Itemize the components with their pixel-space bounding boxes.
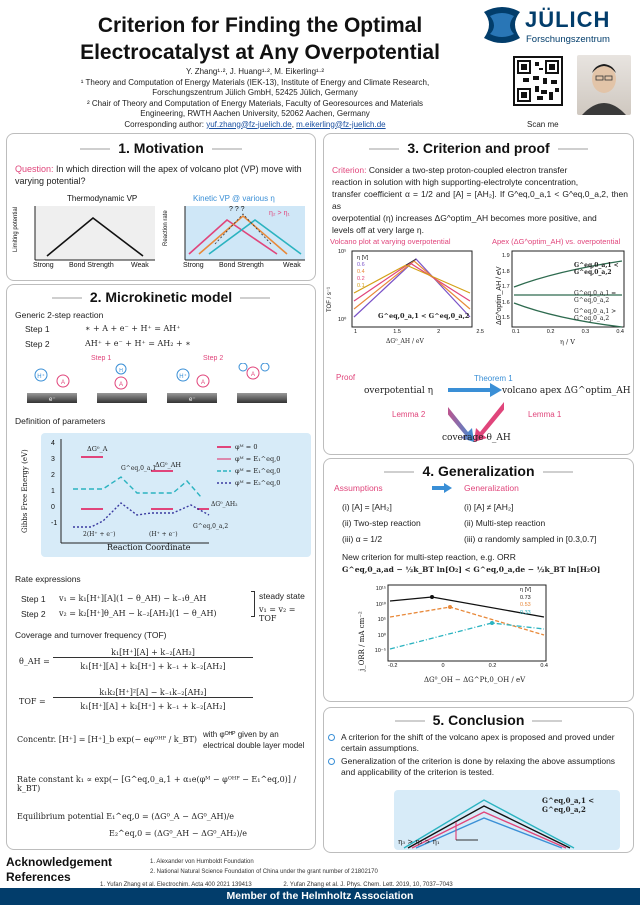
svg-text:A: A xyxy=(118,382,124,388)
email-link-1[interactable]: yuf.zhang@fz-juelich.de xyxy=(206,119,292,129)
step2-equation: AH⁺ + e⁻ + H⁺ = AH₂ + ∗ xyxy=(85,339,191,348)
generalization-label: Generalization xyxy=(464,483,519,493)
author-photo xyxy=(577,55,631,115)
rate2-equation: v₂ = k₂[H⁺]θ_AH − k₋₂[AH₂](1 − θ_AH) xyxy=(59,609,217,618)
microkinetic-title: 2. Microkinetic model xyxy=(7,289,315,305)
diagram-ylabel: Gibbs Free Energy (eV) xyxy=(21,449,29,533)
params-label: Definition of parameters xyxy=(15,416,106,426)
motivation-panel: 1. Motivation Question: In which direction will the apex of volcano plot (VP) move with varying potential? Thermodynamic VP Limiting potential Strong Bond Strength Weak Kinetic VP @ various η ? ? ? η₂ > η₁ Reaction rate Strong Bond Strength Weak xyxy=(6,133,316,281)
brace xyxy=(251,591,255,617)
ack-refs: 1. Alexander von Humboldt Foundation 2. National Natural Science Foundation of China under the grant number of 21802170 1. Yufan Zhang et al. Electrochim. Acta 400 2021 139413 2. Yufan Zhang et al. J. Phys. Chem. Lett. 2019, 10, 7037–7043 xyxy=(100,859,453,888)
orr-legend: η [V] 0.73 0.53 0.33 xyxy=(520,587,532,616)
ack-heading: Acknowledgement References xyxy=(6,855,113,884)
generic-label: Generic 2-step reaction xyxy=(15,310,104,320)
criterion-text: Criterion: Consider a two-step proton-coupled electron transfer reaction in solution with high supporting-electrolyte concentration, transfer coefficient α = 1/2 and [A] = [AH₂]. If G^eq,0_a,1 < G^eq,0_a,2, then as overpotential (η) increases ΔG^optim_AH becomes more positive, and levels off at very large η. xyxy=(332,165,628,235)
generalization-title: 4. Generalization xyxy=(324,463,633,479)
qr-code[interactable] xyxy=(513,56,563,106)
criterion-title: 3. Criterion and proof xyxy=(324,140,633,156)
proof-theorem: Theorem 1 xyxy=(474,374,513,383)
generalization-panel xyxy=(323,458,634,702)
question-marks: ? ? ? xyxy=(229,206,245,213)
generalization-list: (i) [A] ≠ [AH₂] (ii) Multi-step reaction (iii) α randomly sampled in [0.3,0.7] xyxy=(464,502,597,544)
proof-lemma2: Lemma 2 xyxy=(392,410,426,419)
authors: Y. Zhang¹·², J. Huang¹·², M. Eikerling¹·² xyxy=(185,67,325,76)
svg-text:e⁻: e⁻ xyxy=(49,397,56,403)
svg-text:H⁺: H⁺ xyxy=(37,374,45,380)
diagram-legend: φᴹ = 0 φᴹ = E₁^eq,0 φᴹ = E₁^eq,0 φᴹ = E₂^eq,0 xyxy=(235,443,281,487)
vp-ylabel: TOF / s⁻¹ xyxy=(327,286,333,312)
juelich-logo: JÜLICH Forschungszentrum xyxy=(480,4,635,52)
step-illustration xyxy=(17,363,307,405)
vp-xticks: 1 1.5 2 2.5 xyxy=(354,329,484,335)
apex-xticks: 0.1 0.2 0.3 0.4 xyxy=(512,329,624,335)
orr-xlabel: ΔG⁰_OH − ΔG^Pt,0_OH / eV xyxy=(424,676,526,684)
step1-equation: ∗ + A + e⁻ + H⁺ = AH⁺ xyxy=(85,324,181,333)
proof-lemma1: Lemma 1 xyxy=(528,410,562,419)
email-link-2[interactable]: m.eikerling@fz-juelich.de xyxy=(296,119,386,129)
svg-text:A: A xyxy=(250,372,256,378)
helmholtz-footer: Member of the Helmholtz Association xyxy=(0,888,640,905)
conclusion-panel: 5. Conclusion A criterion for the shift of the volcano apex is proposed and proved under certain assumptions. Generalization of the criterion is done by relaxing the above assumptions and applicability of the criterion is tested. G^eq,0_a,1 < G^eq,0_a,2 η₃ > η₂ > η₁ xyxy=(323,707,634,853)
reference-1[interactable]: 1. Yufan Zhang et al. Electrochim. Acta 400 2021 139413 xyxy=(100,882,252,888)
diagram-yticks: 4 3 2 1 0 -1 xyxy=(51,440,58,527)
criterion-panel: 3. Criterion and proof Criterion: Consider a two-step proton-coupled electron transfer reaction in solution with high supporting-electrolyte concentration, transfer coefficient α = 1/2 and [A] = [AH₂]. If G^eq,0_a,1 < G^eq,0_a,2, then as overpotential (η) increases ΔG^optim_AH becomes more positive, and levels off at very large η. Volcano plot at varying overpotential TOF / s⁻¹ 10⁵ 10⁰ 1 1.5 2 2.5 ΔG⁰_AH / eV η [V] 0.6 0.4 0.2 0.1 G^eq,0_a,1 < G^eq,0_a,2 Apex (ΔG^optim_AH) vs. overpotential ΔG^optim_AH / eV 1.9 1.8 1.7 1.6 1.5 0.1 0.2 0.3 0.4 η / V G^eq,0_a,1 < G^eq,0_a,2 G^eq,0_a,1 = G^eq,0_a,2 G^eq,0_a,1 > G^eq,0_a,2 Proof overpotential η Theorem 1 volcano apex ΔG^optim_AH Lemma 2 Lemma 1 coverage θ_AH xyxy=(323,133,634,455)
reference-2[interactable]: 2. Yufan Zhang et al. J. Phys. Chem. Lett. 2019, 10, 7037–7043 xyxy=(283,882,453,888)
kinetic-vp-title: Kinetic VP @ various η xyxy=(193,194,275,203)
svg-text:A: A xyxy=(200,380,206,386)
motivation-question: Question: In which direction will the apex of volcano plot (VP) move with varying potential? xyxy=(15,164,302,186)
orr-ylabel: j_ORR / mA cm⁻² xyxy=(358,611,366,671)
vp-legend: η [V] 0.6 0.4 0.2 0.1 xyxy=(357,255,369,289)
conclusion-bullets: A criterion for the shift of the volcano apex is proposed and proved under certain assumptions. Generalization of the criterion is done by relaxing the above assumptions and applicability of the criterion is tested. xyxy=(328,732,628,778)
proof-overpotential: overpotential η xyxy=(364,386,434,396)
orr-criterion: G^eq,0_a,ad − ½k_BT ln[O₂] < G^eq,0_a,de − ½k_BT ln[H₂O] xyxy=(342,565,601,574)
rate-constant-equation: Rate constant k₁ ∝ exp(− [G^eq,0_a,1 + α₁e(φᴹ − φᴼᴴᴾ − E₁^eq,0)] / k_BT) xyxy=(17,775,297,793)
vp-xlabel: ΔG⁰_AH / eV xyxy=(386,338,424,345)
vp-plot-title: Volcano plot at varying overpotential xyxy=(330,237,451,246)
scan-me-label: Scan me xyxy=(527,120,559,129)
theta-denominator: k₁[H⁺][A] + k₂[H⁺] + k₋₁ + k₋₂[AH₂] xyxy=(80,662,226,671)
assumptions-list: (i) [A] = [AH₂] (ii) Two-step reaction (iii) α = 1/2 xyxy=(342,502,421,544)
concentration-note: with φᴼᴴᴾ given by an electrical double layer model xyxy=(203,730,305,750)
conclusion-title: 5. Conclusion xyxy=(324,712,633,728)
corresponding-line: Corresponding author: yuf.zhang@fz-juelich.de, m.eikerling@fz-juelich.de xyxy=(124,119,386,129)
conclusion-eta-relation: η₃ > η₂ > η₁ xyxy=(398,838,440,846)
orr-text: New criterion for multi-step reaction, e.g. ORR xyxy=(342,552,516,562)
equilibrium-potential-1: Equilibrium potential E₁^eq,0 = (ΔG⁰_A − ΔG⁰_AH)/e xyxy=(17,812,235,821)
qr-icon xyxy=(515,58,561,104)
poster-title: Criterion for Finding the Optimal Electrocatalyst at Any Overpotential xyxy=(80,14,440,64)
coverage-label: Coverage and turnover frequency (TOF) xyxy=(15,630,167,640)
orr-yticks: 10¹⁵ 10¹⁰ 10⁵ 10⁰ 10⁻⁵ xyxy=(374,586,386,654)
orr-xticks: -0.2 0 0.2 0.4 xyxy=(388,663,548,669)
apex-xlabel: η / V xyxy=(560,338,575,346)
svg-text:H: H xyxy=(119,368,123,374)
thermo-ylabel: Limiting potential xyxy=(13,206,19,252)
motivation-title: 1. Motivation xyxy=(7,140,315,156)
apex-ylabel: ΔG^optim_AH / eV xyxy=(496,266,503,325)
author-block: Y. Zhang¹·², J. Huang¹·², M. Eikerling¹·² ¹ Theory and Computation of Energy Materials (IEK-13), Institute of Energy and Climate Research, Forschungszentrum Jülich GmbH, 52425 Jülich, Germany ² Chair of Theory and Computation of Energy Materials, Faculty of Georesources and Materials Engineering, RWTH Aachen University, 52062 Aachen, Germany Corresponding author: yuf.zhang@fz-juelich.de, m.eikerling@fz-juelich.de xyxy=(20,67,490,130)
proof-apex: volcano apex ΔG^optim_AH xyxy=(502,386,631,396)
concentration-equation: Concentr. [H⁺] = [H⁺]_b exp(− eφᴼᴴᴾ / k_BT) xyxy=(17,735,197,744)
apex-yticks: 1.9 1.8 1.7 1.6 1.5 xyxy=(502,253,510,321)
eta-relation: η₂ > η₁ xyxy=(269,210,290,217)
svg-text:H⁺: H⁺ xyxy=(179,374,187,380)
diagram-xlabel: Reaction Coordinate xyxy=(107,543,191,552)
portrait-icon xyxy=(577,55,631,115)
assumptions-label: Assumptions xyxy=(334,483,383,493)
svg-text:e⁻: e⁻ xyxy=(189,397,196,403)
apex-plot-title: Apex (ΔG^optim_AH) vs. overpotential xyxy=(492,237,621,246)
proof-coverage: coverage θ_AH xyxy=(442,433,511,443)
microkinetic-panel: 2. Microkinetic model Generic 2-step reaction Step 1 ∗ + A + e⁻ + H⁺ = AH⁺ Step 2 AH⁺ + e⁻ + H⁺ = AH₂ + ∗ Step 1 Step 2 H⁺ A H A H⁺ A A e⁻ e⁻ Definition of parameters Gibbs Free Energy (eV) 4 3 2 1 0 -1 ΔG⁰_A ΔG⁰_AH G^eq,0_a,1 G^eq,0_a,2 ΔG⁰_AH₂ 2(H⁺ + e⁻) (H⁺ + e⁻) Reaction Coordinate φᴹ = 0 φᴹ = E₁^eq,0 φᴹ = E₁^eq,0 φᴹ = E₂^eq,0 Rate expressions Step 1 v₁ = k₁[H⁺][A](1 − θ_AH) − k₋₁θ_AH Step 2 v₂ = k₂[H⁺]θ_AH − k₋₂[AH₂](1 − θ_AH) steady state v₁ = v₂ = TOF Coverage and turnover frequency (TOF) θ_AH = k₁[H⁺][A] + k₋₂[AH₂] k₁[H⁺][A] + k₂[H⁺] + k₋₁ + k₋₂[AH₂] TOF = k₁k₂[H⁺]²[A] − k₋₁k₋₂[AH₂] k₁[H⁺][A] + k₂[H⁺] + k₋₁ + k₋₂[AH₂] Concentr. [H⁺] = [H⁺]_b exp(− eφᴼᴴᴾ / k_BT) with φᴼᴴᴾ given by an electrical double layer model Rate constant k₁ ∝ exp(− [G^eq,0_a,1 + α₁e(φᴹ − φᴼᴴᴾ − E₁^eq,0)] / k_BT) Equilibrium potential E₁^eq,0 = (ΔG⁰_A − ΔG⁰_AH)/e E₂^eq,0 = (ΔG⁰_AH − ΔG⁰_AH₂)/e xyxy=(6,284,316,850)
arrow-right-icon xyxy=(432,483,452,493)
equilibrium-potential-2: E₂^eq,0 = (ΔG⁰_AH − ΔG⁰_AH₂)/e xyxy=(109,829,247,838)
rate1-equation: v₁ = k₁[H⁺][A](1 − θ_AH) − k₋₁θ_AH xyxy=(59,594,207,603)
logo-mark-icon xyxy=(480,4,524,48)
rates-label: Rate expressions xyxy=(15,574,81,584)
tof-denominator: k₁[H⁺][A] + k₂[H⁺] + k₋₁ + k₋₂[AH₂] xyxy=(80,702,226,711)
thermo-vp-title: Thermodynamic VP xyxy=(67,194,138,203)
tof-numerator: k₁k₂[H⁺]²[A] − k₋₁k₋₂[AH₂] xyxy=(53,688,253,698)
svg-text:A: A xyxy=(60,380,66,386)
theta-numerator: k₁[H⁺][A] + k₋₂[AH₂] xyxy=(53,648,253,658)
kinetic-ylabel: Reaction rate xyxy=(163,210,169,246)
proof-label: Proof xyxy=(336,373,356,382)
